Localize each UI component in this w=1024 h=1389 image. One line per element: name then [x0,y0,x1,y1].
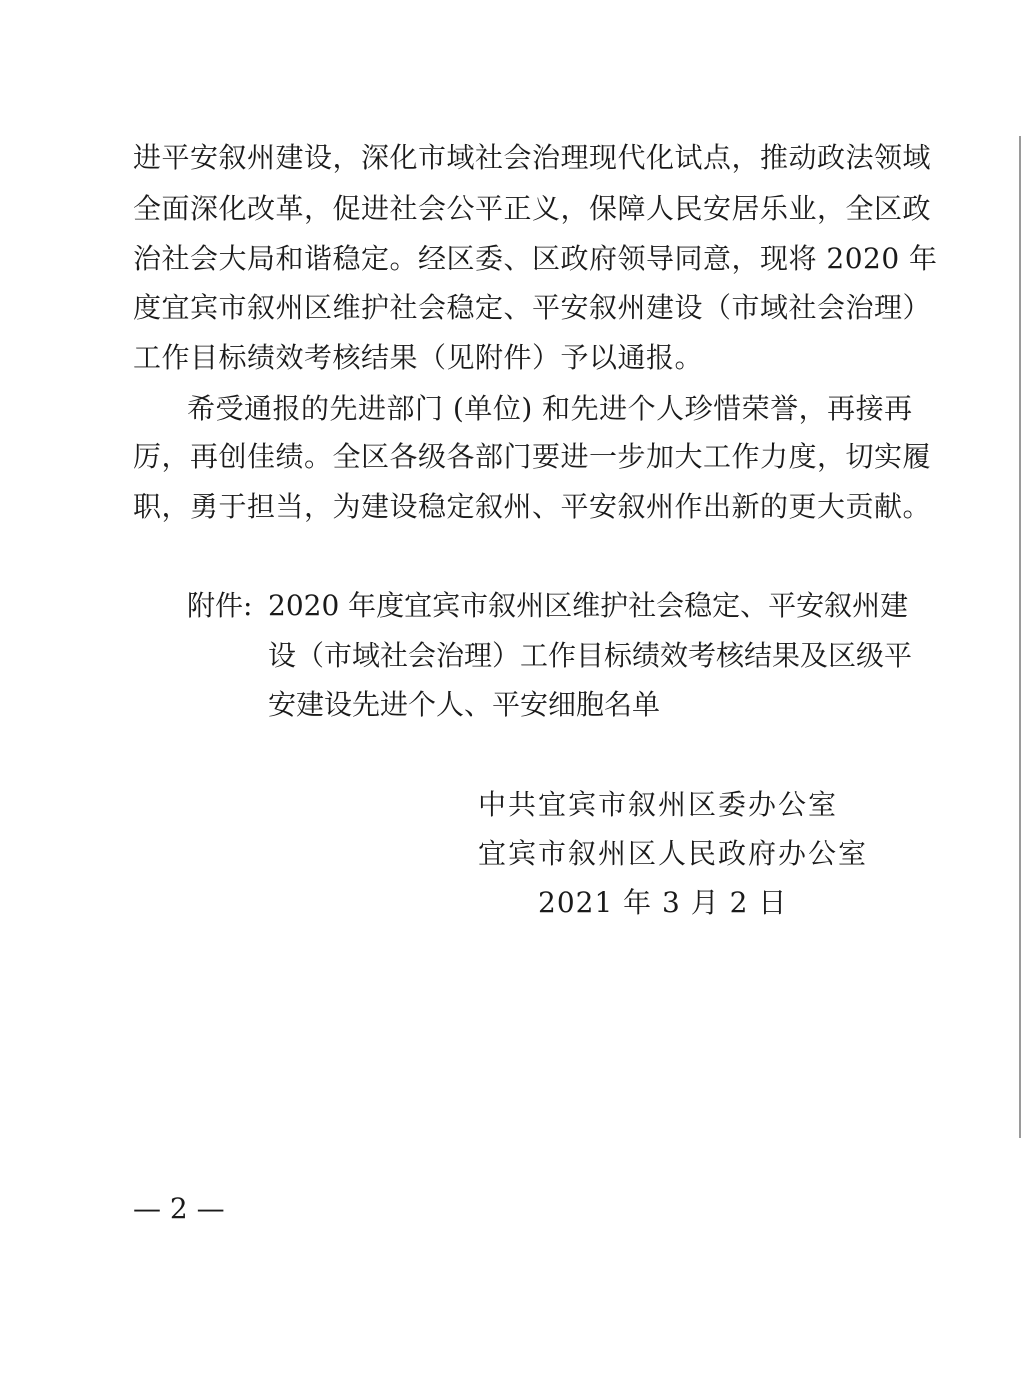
body-line-7: 厉，再创佳绩。全区各级各部门要进一步加大工作力度，切实履 [133,440,932,473]
attachment-line-1: 2020 年度宜宾市叙州区维护社会稳定、平安叙州建 [268,589,909,622]
body-line-5: 工作目标绩效考核结果（见附件）予以通报。 [133,341,704,374]
page-number: — 2 — [133,1192,225,1225]
body-line-1: 进平安叙州建设，深化市域社会治理现代化试点，推动政法领域 [133,141,932,174]
page-edge-line [1019,136,1021,1138]
signature-date: 2021 年 3 月 2 日 [538,886,788,919]
body-line-2: 全面深化改革，促进社会公平正义，保障人民安居乐业，全区政 [133,192,932,225]
attachment-label: 附件: [187,589,253,622]
body-line-4: 度宜宾市叙州区维护社会稳定、平安叙州建设（市域社会治理） [133,291,932,324]
body-line-8: 职，勇于担当，为建设稳定叙州、平安叙州作出新的更大贡献。 [133,490,932,523]
body-line-6: 希受通报的先进部门 (单位) 和先进个人珍惜荣誉，再接再 [187,392,913,425]
body-line-3: 治社会大局和谐稳定。经区委、区政府领导同意，现将 2020 年 [133,242,938,275]
signature-org-1: 中共宜宾市叙州区委办公室 [478,788,839,821]
signature-org-2: 宜宾市叙州区人民政府办公室 [478,837,869,870]
attachment-line-2: 设（市域社会治理）工作目标绩效考核结果及区级平 [268,639,913,672]
attachment-line-3: 安建设先进个人、平安细胞名单 [268,688,661,721]
